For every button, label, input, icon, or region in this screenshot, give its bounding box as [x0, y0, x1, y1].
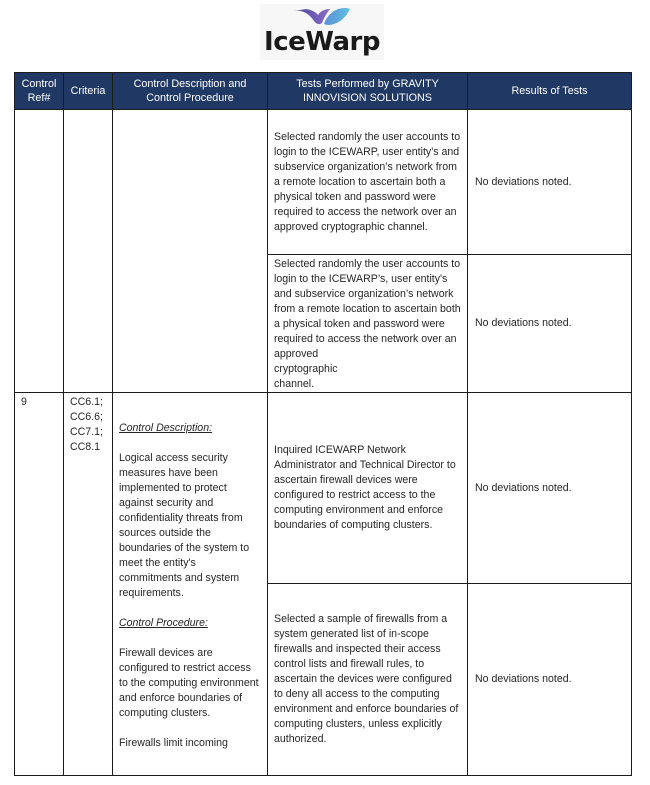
logo-text: IceWarp [264, 27, 380, 57]
control-description-text: Logical access security measures have been implemented to protect against security and confidentiality threats from sources outside the boundaries of the system to meet the entity's commitments and system requirements. [119, 452, 250, 599]
header-control-description: Control Description and Control Procedure [113, 73, 268, 110]
control-procedure-text: Firewall devices are configured to restrict access to the computing environment and enforce boundaries of computing clusters. [119, 647, 259, 719]
criteria-item: CC6.1; [70, 396, 103, 408]
header-control-ref: Control Ref# [15, 73, 64, 110]
control-ref-cell: 9 [15, 393, 64, 776]
table-row [15, 110, 632, 255]
test-cell: Inquired ICEWARP Network Administrator and Technical Director to ascertain firewall devices were configured to restrict access to the computing environment and enforce boundaries of computing clusters. [268, 393, 468, 584]
result-cell: No deviations noted. [468, 255, 632, 393]
icewarp-logo [260, 4, 384, 60]
result-cell: No deviations noted. [468, 584, 632, 776]
criteria-item: CC8.1 [70, 441, 101, 453]
control-procedure-heading: Control Procedure: [119, 617, 208, 629]
icewarp-wings-icon [292, 7, 352, 27]
test-cell: Selected randomly the user accounts to login to the ICEWARP, user entity's and subservice organization’s network from a remote location to ascertain both a physical token and password were required to access the network over an approved cryptographic channel. [268, 110, 468, 255]
criteria-cell [64, 393, 113, 776]
header-tests-performed: Tests Performed by GRAVITY INNOVISION SOLUTIONS [268, 73, 468, 110]
test-text: cryptographic [274, 363, 338, 375]
criteria-item: CC6.6; [70, 411, 103, 423]
empty-criteria-cell [64, 110, 113, 393]
header-criteria: Criteria [64, 73, 113, 110]
table-row [15, 393, 632, 584]
test-text: Selected randomly the user accounts to login to the ICEWARP’s, user entity's and subservice organization’s network from a remote location to ascertain both a physical token and password were required to access the network over an approved [274, 258, 461, 360]
control-description-heading: Control Description: [119, 422, 213, 434]
result-cell: No deviations noted. [468, 110, 632, 255]
result-cell: No deviations noted. [468, 393, 632, 584]
empty-description-cell [113, 110, 268, 393]
test-cell: Selected a sample of firewalls from a system generated list of in-scope firewalls and inspected their access control lists and firewall rules, to ascertain the devices were configured to deny all access to the computing environment and enforce boundaries of computing clusters, unless explicitly authorized. [268, 584, 468, 776]
test-cell [268, 255, 468, 393]
test-text: channel. [274, 378, 315, 390]
criteria-item: CC7.1; [70, 426, 103, 438]
control-description-cell [113, 393, 268, 776]
header-results: Results of Tests [468, 73, 632, 110]
controls-table [14, 72, 632, 776]
control-procedure-continued: Firewalls limit incoming [119, 737, 228, 749]
empty-ref-cell [15, 110, 64, 393]
table-header-row [15, 73, 632, 110]
